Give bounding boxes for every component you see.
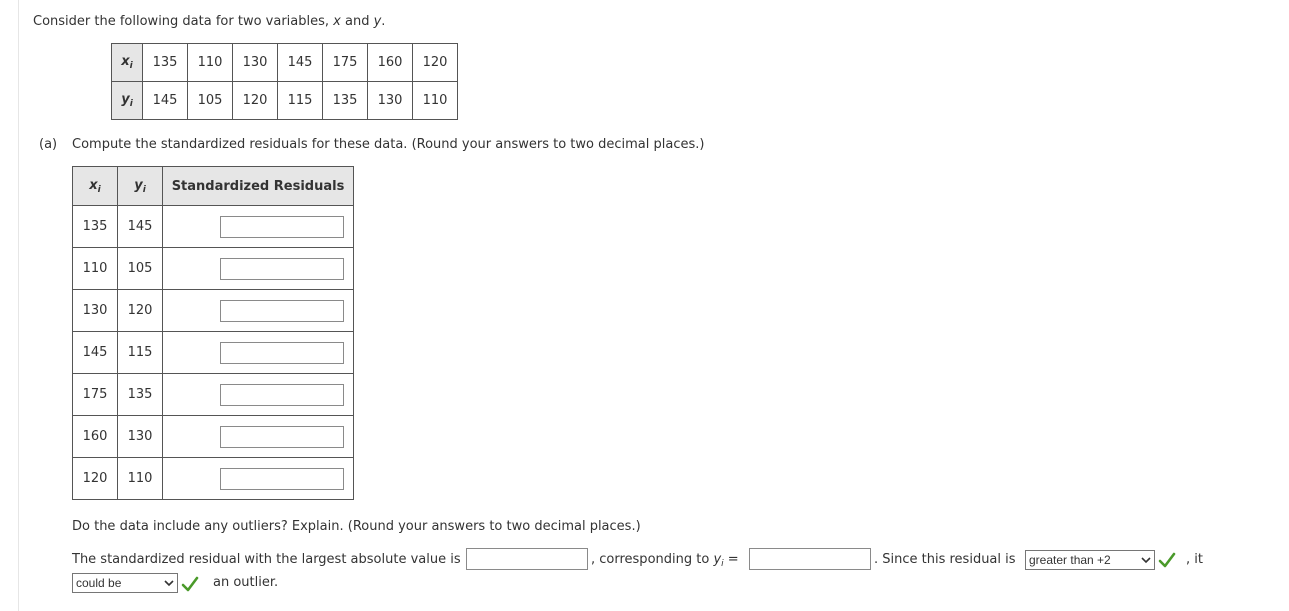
outlier-equals: = bbox=[723, 552, 739, 567]
intro-text bbox=[33, 14, 385, 29]
residuals-cell-input bbox=[163, 332, 354, 374]
residuals-row bbox=[73, 458, 354, 500]
residuals-header-x-sub: i bbox=[97, 184, 101, 195]
residual-input-2[interactable] bbox=[220, 258, 344, 280]
residuals-cell-input bbox=[163, 206, 354, 248]
outlier-var-y-sub: i bbox=[721, 559, 724, 569]
data-cell-y: 115 bbox=[278, 82, 323, 120]
residuals-row bbox=[73, 416, 354, 458]
data-cell-y: 110 bbox=[413, 82, 458, 120]
residuals-cell-x: 130 bbox=[73, 290, 118, 332]
outlier-text-4: , it bbox=[1186, 552, 1203, 567]
corresponding-y-input[interactable] bbox=[749, 548, 871, 570]
residuals-table bbox=[72, 166, 354, 500]
outlier-text-3: . Since this residual is bbox=[874, 552, 1016, 567]
residuals-cell-y: 105 bbox=[118, 248, 163, 290]
outlier-text-2 bbox=[591, 552, 739, 569]
residuals-cell-input bbox=[163, 458, 354, 500]
residual-input-4[interactable] bbox=[220, 342, 344, 364]
residuals-cell-y: 120 bbox=[118, 290, 163, 332]
residuals-cell-y: 145 bbox=[118, 206, 163, 248]
intro-text-before: Consider the following data for two variables, bbox=[33, 14, 334, 29]
chevron-down-icon bbox=[1141, 554, 1151, 566]
data-cell-x: 130 bbox=[233, 44, 278, 82]
chevron-down-icon bbox=[164, 577, 174, 589]
part-a-instruction: Compute the standardized residuals for these data. (Round your answers to two decimal places.) bbox=[72, 137, 705, 152]
outlier-text-2-prefix: , corresponding to bbox=[591, 552, 714, 567]
residuals-row bbox=[73, 290, 354, 332]
data-header-y-sub: i bbox=[129, 99, 133, 109]
residuals-row bbox=[73, 332, 354, 374]
intro-text-and: and bbox=[340, 14, 374, 29]
data-cell-x: 135 bbox=[143, 44, 188, 82]
residuals-cell-y: 110 bbox=[118, 458, 163, 500]
residuals-cell-x: 110 bbox=[73, 248, 118, 290]
data-header-y bbox=[112, 82, 143, 120]
data-cell-y: 130 bbox=[368, 82, 413, 120]
residual-comparison-select[interactable] bbox=[1025, 550, 1155, 570]
outlier-text-1: The standardized residual with the largest absolute value is bbox=[72, 552, 461, 567]
residuals-header-row bbox=[73, 167, 354, 206]
data-header-y-label: y bbox=[121, 92, 130, 107]
residuals-cell-x: 175 bbox=[73, 374, 118, 416]
outlier-var-y: y bbox=[713, 552, 722, 567]
residuals-row bbox=[73, 206, 354, 248]
residuals-header-standardized: Standardized Residuals bbox=[163, 167, 354, 206]
check-icon bbox=[1158, 552, 1176, 568]
residual-input-7[interactable] bbox=[220, 468, 344, 490]
outlier-conclusion-select[interactable] bbox=[72, 573, 178, 593]
data-cell-y: 145 bbox=[143, 82, 188, 120]
outlier-text-5: an outlier. bbox=[213, 575, 279, 590]
data-cell-x: 175 bbox=[323, 44, 368, 82]
residuals-header-x-label: x bbox=[89, 177, 98, 193]
outlier-question: Do the data include any outliers? Explain. (Round your answers to two decimal places.) bbox=[72, 519, 641, 534]
residuals-cell-y: 135 bbox=[118, 374, 163, 416]
data-cell-y: 105 bbox=[188, 82, 233, 120]
residuals-cell-input bbox=[163, 374, 354, 416]
data-row-x bbox=[112, 44, 458, 82]
residuals-header-y-sub: i bbox=[142, 184, 146, 195]
residuals-header-y bbox=[118, 167, 163, 206]
residuals-cell-input bbox=[163, 416, 354, 458]
intro-var-x: x bbox=[333, 14, 341, 29]
data-cell-y: 135 bbox=[323, 82, 368, 120]
data-cell-y: 120 bbox=[233, 82, 278, 120]
residuals-cell-y: 130 bbox=[118, 416, 163, 458]
residual-input-6[interactable] bbox=[220, 426, 344, 448]
residuals-cell-y: 115 bbox=[118, 332, 163, 374]
data-cell-x: 120 bbox=[413, 44, 458, 82]
residuals-row bbox=[73, 248, 354, 290]
residuals-header-y-label: y bbox=[134, 177, 143, 193]
data-header-x-label: x bbox=[121, 54, 130, 69]
residual-input-1[interactable] bbox=[220, 216, 344, 238]
residuals-cell-x: 160 bbox=[73, 416, 118, 458]
check-icon bbox=[181, 576, 199, 592]
data-table bbox=[111, 43, 458, 120]
residuals-cell-x: 145 bbox=[73, 332, 118, 374]
residuals-cell-input bbox=[163, 248, 354, 290]
residual-comparison-value: greater than +2 bbox=[1029, 553, 1111, 567]
residuals-cell-input bbox=[163, 290, 354, 332]
intro-var-y: y bbox=[373, 14, 382, 29]
residuals-cell-x: 120 bbox=[73, 458, 118, 500]
residual-input-5[interactable] bbox=[220, 384, 344, 406]
residuals-cell-x: 135 bbox=[73, 206, 118, 248]
part-a-label: (a) bbox=[39, 137, 58, 152]
data-cell-x: 145 bbox=[278, 44, 323, 82]
data-cell-x: 160 bbox=[368, 44, 413, 82]
data-cell-x: 110 bbox=[188, 44, 233, 82]
data-header-x-sub: i bbox=[129, 61, 133, 71]
data-header-x bbox=[112, 44, 143, 82]
data-row-y bbox=[112, 82, 458, 120]
largest-residual-input[interactable] bbox=[466, 548, 588, 570]
outlier-conclusion-value: could be bbox=[76, 576, 122, 590]
residuals-header-x bbox=[73, 167, 118, 206]
residual-input-3[interactable] bbox=[220, 300, 344, 322]
intro-text-end: . bbox=[381, 14, 386, 29]
residuals-row bbox=[73, 374, 354, 416]
